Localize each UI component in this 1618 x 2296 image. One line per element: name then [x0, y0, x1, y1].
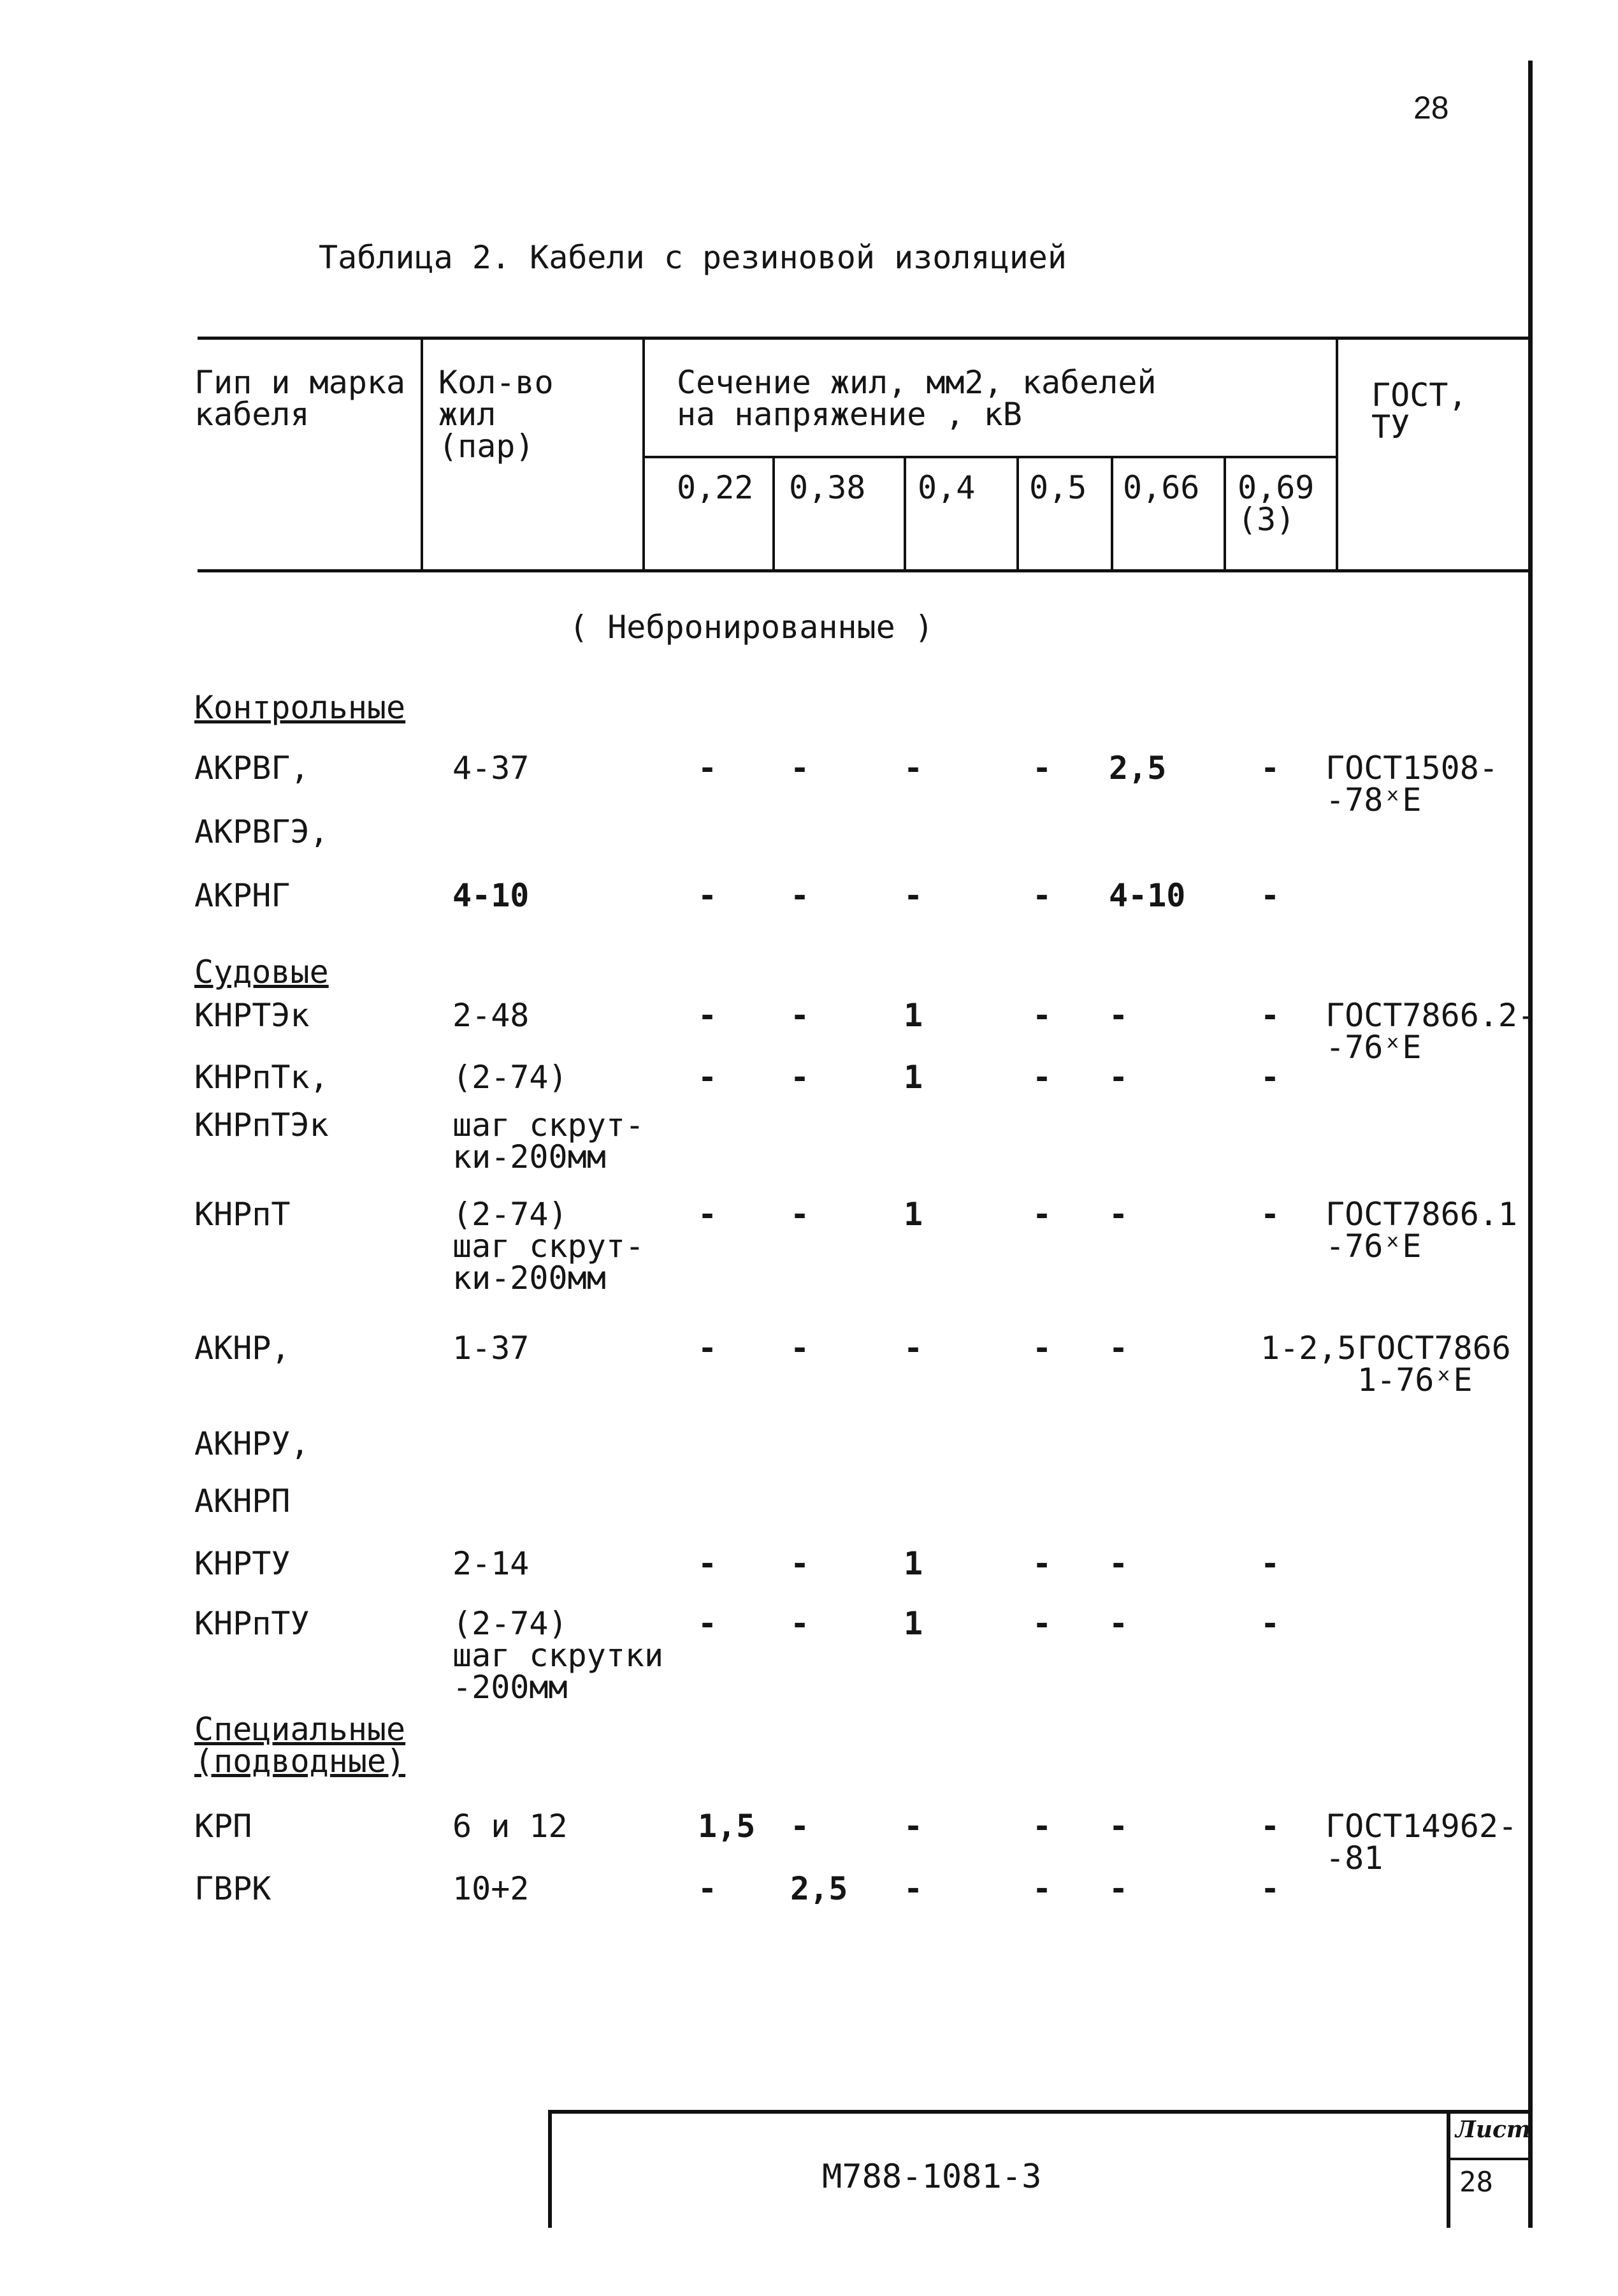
value-04: 1 [904, 1059, 923, 1096]
value-038: - [790, 1808, 810, 1845]
header-voltage-069: 0,69 (3) [1238, 469, 1315, 538]
value-069: - [1260, 1545, 1280, 1582]
cable-type: АКНРП [194, 1483, 291, 1520]
value-066: 2,5 [1109, 750, 1167, 787]
cable-type: КНРпТУ [194, 1605, 310, 1642]
gost-reference: ГОСТ1508- -78ˣЕ [1325, 750, 1498, 818]
cores-count: 4-37 [452, 750, 530, 787]
value-069: - [1260, 997, 1280, 1034]
value-022: - [698, 1605, 718, 1642]
value-04: 1 [904, 997, 923, 1034]
page-number: 28 [1413, 90, 1449, 126]
value-066: - [1109, 997, 1129, 1034]
cores-count: шаг скрут- ки-200мм [452, 1107, 645, 1175]
value-05: - [1032, 997, 1052, 1034]
cable-type: АКРВГЭ, [194, 813, 329, 850]
stamp-left-border [548, 2110, 552, 2228]
cable-type: АКРНГ [194, 877, 291, 914]
cable-type: КНРпТ [194, 1196, 291, 1233]
header-top-rule [198, 337, 1531, 340]
value-038: 2,5 [790, 1870, 848, 1907]
cores-count: (2-74) [452, 1059, 568, 1096]
value-022: - [698, 1330, 718, 1367]
group-title: Контрольные [194, 689, 406, 726]
cable-type: АКНР, [194, 1330, 291, 1367]
header-mid-rule [644, 456, 1338, 458]
stamp-divider [1447, 2110, 1450, 2228]
cable-type: КНРпТк, [194, 1059, 329, 1096]
value-05: - [1032, 1545, 1052, 1582]
value-066: - [1109, 1330, 1129, 1367]
cable-type: КРП [194, 1808, 252, 1845]
value-038: - [790, 1330, 810, 1367]
header-divider [642, 337, 645, 572]
value-05: - [1032, 1870, 1052, 1907]
value-04: 1 [904, 1545, 923, 1582]
cores-count: 1-37 [452, 1330, 530, 1367]
cable-type: КНРТУ [194, 1545, 291, 1582]
value-069: - [1260, 1808, 1280, 1845]
header-divider [421, 337, 423, 572]
value-022: - [698, 750, 718, 787]
value-069: - [1260, 1059, 1280, 1096]
gost-reference: ГОСТ14962- -81 [1325, 1808, 1518, 1877]
value-069: - [1260, 1605, 1280, 1642]
value-04: 1 [904, 1605, 923, 1642]
value-038: - [790, 750, 810, 787]
cores-count: 2-14 [452, 1545, 530, 1582]
value-05: - [1032, 1196, 1052, 1233]
value-038: - [790, 997, 810, 1034]
value-022: 1,5 [698, 1808, 756, 1845]
section-caption: ( Небронированные ) [569, 609, 934, 646]
value-069: 1-2,5 [1260, 1330, 1357, 1367]
value-066: - [1109, 1605, 1129, 1642]
table-title: Таблица 2. Кабели с резиновой изоляцией [319, 239, 1067, 276]
header-voltage-05: 0,5 [1029, 469, 1087, 506]
header-voltage-038: 0,38 [789, 469, 866, 506]
value-022: - [698, 1870, 718, 1907]
cores-count: (2-74) шаг скрут- ки-200мм [452, 1196, 645, 1297]
value-04: - [904, 750, 923, 787]
cable-type: КНРпТЭк [194, 1107, 329, 1144]
value-069: - [1260, 1196, 1280, 1233]
value-066: - [1109, 1808, 1129, 1845]
sheet-number: 28 [1459, 2166, 1493, 2198]
value-069: - [1260, 877, 1280, 914]
value-05: - [1032, 1330, 1052, 1367]
value-022: - [698, 1196, 718, 1233]
value-05: - [1032, 877, 1052, 914]
cable-type: КНРТЭк [194, 997, 310, 1034]
value-066: - [1109, 1196, 1129, 1233]
value-038: - [790, 877, 810, 914]
header-bottom-rule [198, 569, 1531, 572]
header-divider [1336, 337, 1338, 572]
cores-count: 10+2 [452, 1870, 530, 1907]
value-066: - [1109, 1870, 1129, 1907]
value-022: - [698, 877, 718, 914]
value-022: - [698, 997, 718, 1034]
header-section: Сечение жил, мм2, кабелей на напряжение , кВ [677, 364, 1157, 433]
value-05: - [1032, 1059, 1052, 1096]
document-code: М788-1081-3 [822, 2158, 1042, 2196]
value-04: - [904, 1808, 923, 1845]
header-voltage-066: 0,66 [1123, 469, 1200, 506]
cores-count: 4-10 [452, 877, 530, 914]
value-022: - [698, 1059, 718, 1096]
sheet-label: Лист [1455, 2116, 1531, 2143]
header-voltage-022: 0,22 [677, 469, 754, 506]
value-05: - [1032, 1808, 1052, 1845]
header-gost: ГОСТ, ТУ [1371, 377, 1468, 446]
group-title: Специальные (подводные) [194, 1711, 406, 1780]
header-voltage-04: 0,4 [918, 469, 976, 506]
value-038: - [790, 1196, 810, 1233]
value-04: - [904, 877, 923, 914]
gost-reference: ГОСТ7866 1-76ˣЕ [1357, 1330, 1511, 1399]
value-069: - [1260, 750, 1280, 787]
value-04: - [904, 1870, 923, 1907]
value-038: - [790, 1545, 810, 1582]
group-title: Судовые [194, 954, 329, 991]
header-divider [1224, 457, 1226, 572]
cable-type: АКРВГ, [194, 750, 310, 787]
value-038: - [790, 1605, 810, 1642]
cable-type: АКНРУ, [194, 1425, 310, 1462]
value-04: - [904, 1330, 923, 1367]
value-022: - [698, 1545, 718, 1582]
value-038: - [790, 1059, 810, 1096]
value-05: - [1032, 1605, 1052, 1642]
gost-reference: ГОСТ7866.1 -76ˣЕ [1325, 1196, 1518, 1265]
cores-count: 2-48 [452, 997, 530, 1034]
value-066: 4-10 [1109, 877, 1186, 914]
cores-count: 6 и 12 [452, 1808, 568, 1845]
value-066: - [1109, 1545, 1129, 1582]
header-divider [904, 457, 906, 572]
cable-type: ГВРК [194, 1870, 271, 1907]
value-05: - [1032, 750, 1052, 787]
page-frame-right-border [1528, 61, 1533, 2228]
header-divider [772, 457, 775, 572]
header-cores: Кол-во жил (пар) [438, 364, 554, 465]
header-type-mark: Гип и марка кабеля [194, 364, 406, 433]
stamp-sheet-divider [1450, 2158, 1529, 2160]
header-divider [1111, 457, 1113, 572]
gost-reference: ГОСТ7866.2- -76ˣЕ [1325, 997, 1537, 1066]
cores-count: (2-74) шаг скрутки -200мм [452, 1605, 664, 1706]
value-066: - [1109, 1059, 1129, 1096]
value-04: 1 [904, 1196, 923, 1233]
header-divider [1016, 457, 1019, 572]
stamp-top-border [548, 2110, 1529, 2114]
value-069: - [1260, 1870, 1280, 1907]
